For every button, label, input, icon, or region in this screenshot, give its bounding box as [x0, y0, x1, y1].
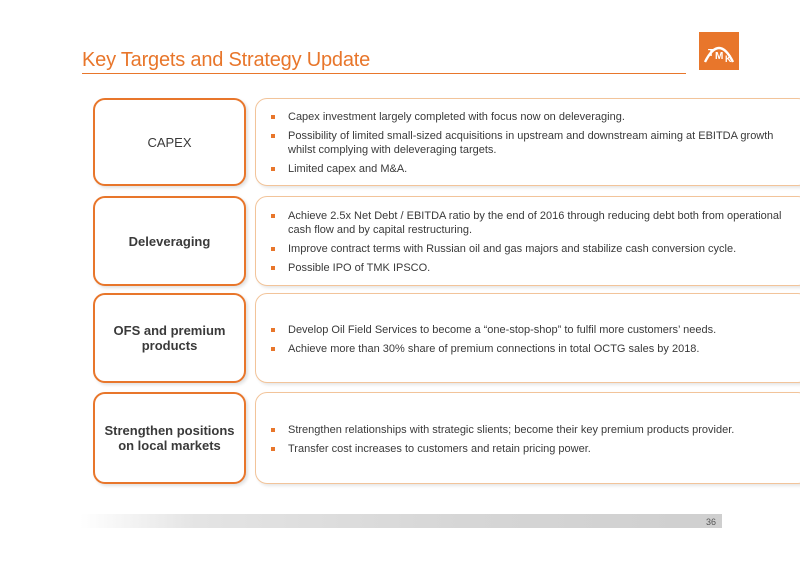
row-content-local-markets [255, 392, 800, 484]
row-label-text: OFS and premium products [113, 323, 226, 353]
tmk-logo [699, 32, 739, 70]
svg-text:K: K [725, 54, 732, 64]
bullet-item: Capex investment largely completed with focus now on deleveraging. [268, 110, 797, 124]
bullet-item: Develop Oil Field Services to become a “one-stop-shop” to fulfil more customers’ needs. [268, 323, 797, 337]
bullet-list [268, 423, 797, 456]
row-content-ofs-premium [255, 293, 800, 383]
page-number: 36 [705, 517, 716, 527]
bullet-item: Strengthen relationships with strategic slients; become their key premium products provider. [268, 423, 797, 437]
svg-text:M: M [715, 51, 724, 62]
bullet-item: Possible IPO of TMK IPSCO. [268, 261, 797, 275]
row-label-text: CAPEX [147, 134, 192, 150]
row-label-local-markets [93, 392, 246, 484]
title-underline [82, 73, 686, 74]
bullet-list [268, 110, 797, 176]
row-content-deleveraging [255, 196, 800, 286]
footer-bar [80, 514, 722, 528]
svg-text:T: T [708, 48, 715, 59]
bullet-item: Transfer cost increases to customers and retain pricing power. [268, 442, 797, 456]
bullet-item: Achieve more than 30% share of premium connections in total OCTG sales by 2018. [268, 342, 797, 356]
row-label-text: Strengthen positions on local markets [104, 423, 235, 453]
row-label-text: Deleveraging [128, 233, 211, 249]
row-content-capex [255, 98, 800, 186]
row-label-ofs-premium [93, 293, 246, 383]
page-title: Key Targets and Strategy Update [82, 49, 371, 71]
row-label-deleveraging [93, 196, 246, 286]
bullet-list [268, 209, 797, 275]
bullet-list [268, 323, 797, 356]
bullet-item: Improve contract terms with Russian oil and gas majors and stabilize cash conversion cycle. [268, 242, 797, 256]
row-label-capex [93, 98, 246, 186]
bullet-item: Possibility of limited small-sized acquisitions in upstream and downstream aiming at EBITDA growth whilst complying with deleveraging targets. [268, 129, 797, 157]
bullet-item: Limited capex and M&A. [268, 162, 797, 176]
bullet-item: Achieve 2.5x Net Debt / EBITDA ratio by the end of 2016 through reducing debt both from operational cash flow and by capital restructuring. [268, 209, 797, 237]
